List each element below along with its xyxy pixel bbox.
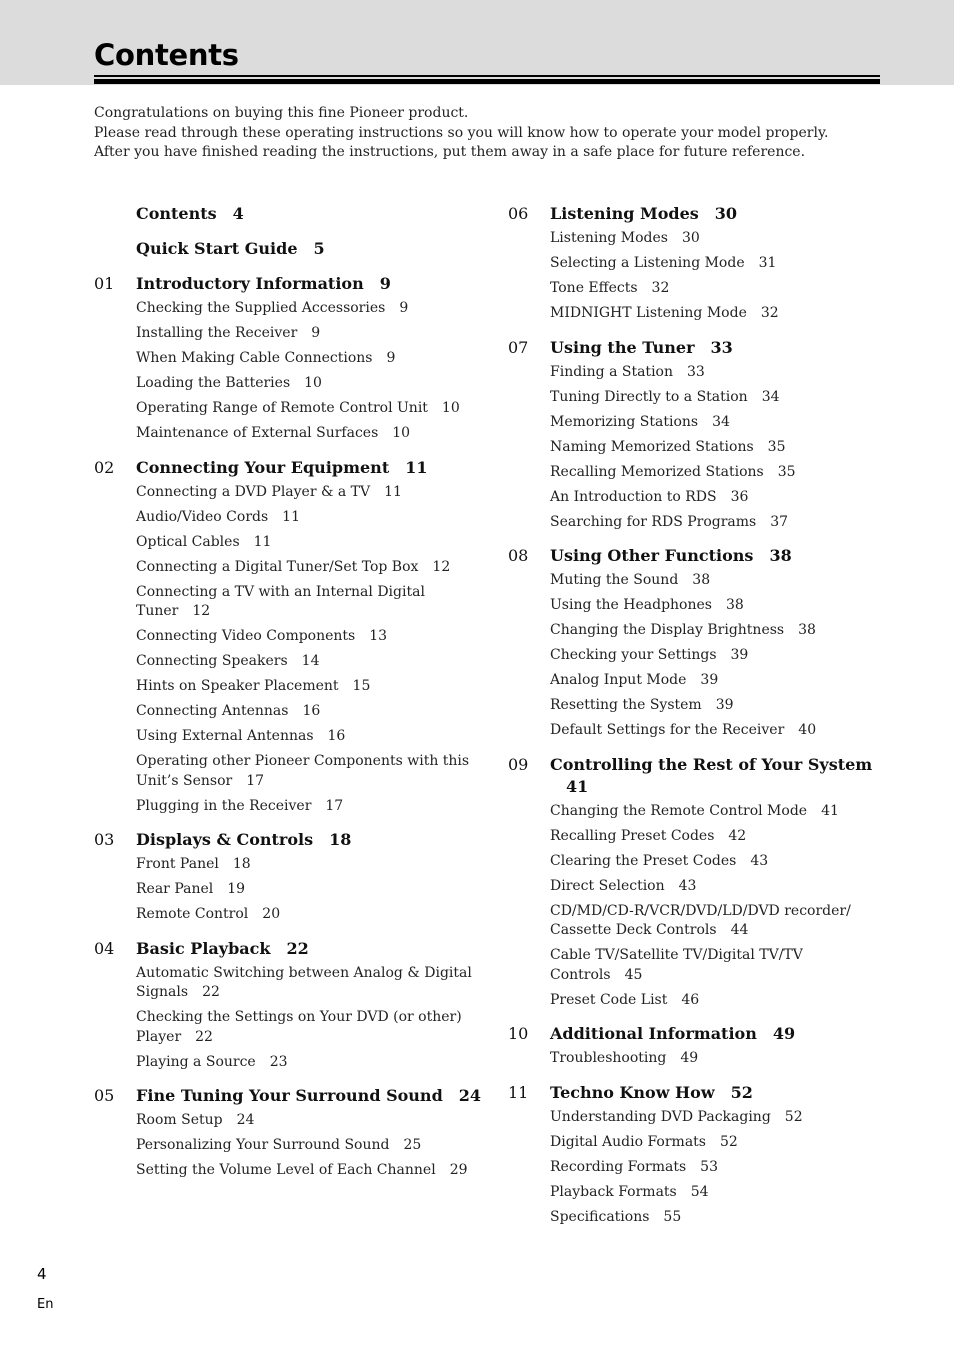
- chapter-title-line: [550, 545, 880, 567]
- toc-item[interactable]: [136, 752, 484, 791]
- toc-section: [94, 829, 484, 925]
- chapter-page-number: 41: [566, 776, 589, 796]
- toc-item-label: Default Settings for the Receiver: [550, 722, 785, 738]
- toc-section: [508, 545, 880, 741]
- toc-item[interactable]: [550, 363, 880, 383]
- toc-item-page-number: 12: [432, 558, 451, 575]
- toc-chapter-heading[interactable]: [94, 203, 484, 225]
- chapter-title-line: [136, 203, 484, 225]
- chapter-title-line: [550, 203, 880, 225]
- toc-item-label: Digital Audio Formats: [550, 1133, 706, 1150]
- toc-item-label: Resetting the System: [550, 697, 702, 713]
- chapter-title-line: [550, 337, 880, 359]
- page-title: Contents: [94, 38, 239, 72]
- toc-item[interactable]: [550, 696, 880, 716]
- toc-item-label: Connecting Speakers: [136, 653, 288, 669]
- toc-item-label: Clearing the Preset Codes: [550, 852, 737, 869]
- toc-item[interactable]: [550, 827, 880, 847]
- toc-item-page-number: 19: [227, 881, 246, 897]
- toc-item[interactable]: [136, 324, 484, 344]
- toc-item-label: Rear Panel: [136, 881, 214, 897]
- toc-item-page-number: 11: [282, 508, 300, 525]
- chapter-title: Basic Playback: [136, 938, 271, 958]
- chapter-title-line: [136, 938, 484, 960]
- chapter-title: Techno Know How: [550, 1082, 715, 1102]
- toc-item-page-number: 32: [760, 305, 779, 321]
- toc-item[interactable]: [136, 349, 484, 369]
- toc-item-page-number: 16: [302, 703, 321, 719]
- chapter-number: 11: [508, 1082, 529, 1102]
- toc-item[interactable]: [550, 1049, 880, 1069]
- toc-item-page-number: 42: [728, 827, 747, 844]
- toc-item[interactable]: [136, 533, 484, 553]
- toc-item-page-number: 29: [449, 1162, 468, 1178]
- toc-item[interactable]: [136, 483, 484, 503]
- chapter-number: 04: [94, 938, 115, 958]
- toc-item-label: Cable TV/Satellite TV/Digital TV/TV Controls: [550, 947, 803, 983]
- toc-item-list: [550, 571, 880, 741]
- toc-item-label: Room Setup: [136, 1112, 223, 1128]
- toc-item-list: [136, 1111, 484, 1181]
- toc-item[interactable]: [550, 1158, 880, 1178]
- toc-item[interactable]: [136, 558, 484, 578]
- toc-section: [508, 1082, 880, 1228]
- toc-item-label: MIDNIGHT Listening Mode: [550, 305, 747, 321]
- toc-item-page-number: 13: [369, 628, 388, 644]
- chapter-title: Using the Tuner: [550, 337, 695, 357]
- toc-item[interactable]: [136, 508, 484, 528]
- toc-item-page-number: 35: [777, 463, 796, 480]
- toc-item-page-number: 17: [246, 772, 265, 789]
- toc-item[interactable]: [136, 964, 484, 1003]
- toc-item[interactable]: [550, 388, 880, 408]
- toc-item-label: Operating other Pioneer Components with this Unit’s Sensor: [136, 753, 470, 789]
- toc-item-page-number: 35: [767, 438, 786, 455]
- toc-item-list: [136, 483, 484, 817]
- toc-chapter-heading[interactable]: [508, 754, 880, 798]
- toc-section: [508, 337, 880, 533]
- toc-item[interactable]: [550, 463, 880, 483]
- toc-chapter-heading[interactable]: [508, 203, 880, 225]
- toc-item-label: Analog Input Mode: [550, 672, 687, 688]
- toc-item[interactable]: [550, 671, 880, 691]
- toc-item[interactable]: [136, 797, 484, 817]
- toc-item-page-number: 43: [678, 877, 697, 894]
- toc-item-label: Recording Formats: [550, 1158, 687, 1175]
- chapter-page-number: 5: [313, 239, 325, 258]
- toc-item-label: Selecting a Listening Mode: [550, 255, 745, 271]
- language-code: En: [37, 1297, 54, 1312]
- page-number: 4: [37, 1265, 47, 1283]
- toc-item[interactable]: [550, 1208, 880, 1228]
- toc-item-page-number: 32: [651, 280, 670, 296]
- toc-item-page-number: 34: [712, 413, 730, 430]
- toc-right-column: [508, 203, 880, 1240]
- toc-item-label: Tone Effects: [550, 280, 638, 296]
- toc-item-page-number: 11: [384, 483, 402, 500]
- toc-item[interactable]: [136, 1136, 484, 1156]
- toc-item[interactable]: [550, 1183, 880, 1203]
- chapter-number: 06: [508, 204, 529, 223]
- toc-item-label: Plugging in the Receiver: [136, 797, 312, 814]
- toc-item-page-number: 36: [730, 488, 749, 505]
- toc-item-page-number: 43: [750, 852, 769, 869]
- toc-item-page-number: 22: [195, 1028, 213, 1045]
- toc-item[interactable]: [550, 1133, 880, 1153]
- toc-item-page-number: 17: [325, 797, 344, 814]
- chapter-title: Controlling the Rest of Your System: [550, 754, 873, 774]
- toc-item-page-number: 53: [700, 1158, 718, 1175]
- toc-chapter-heading[interactable]: [94, 238, 484, 260]
- title-rule-thick: [94, 79, 880, 84]
- chapter-number: 01: [94, 274, 115, 293]
- chapter-number: 08: [508, 546, 529, 565]
- toc-item-label: Finding a Station: [550, 363, 673, 380]
- toc-item-label: Specifications: [550, 1208, 650, 1225]
- toc-item-label: Setting the Volume Level of Each Channel: [136, 1162, 436, 1178]
- toc-item-label: An Introduction to RDS: [550, 488, 717, 505]
- chapter-title-line: [136, 273, 484, 295]
- toc-item[interactable]: [550, 488, 880, 508]
- chapter-title-line: [136, 238, 484, 260]
- toc-item-label: Searching for RDS Programs: [550, 513, 757, 530]
- toc-item[interactable]: [550, 902, 880, 941]
- toc-item-label: Muting the Sound: [550, 572, 679, 588]
- toc-item-page-number: 9: [311, 325, 321, 341]
- toc-chapter-heading[interactable]: [94, 938, 484, 960]
- toc-item-label: Checking your Settings: [550, 647, 717, 663]
- toc-item[interactable]: [136, 1161, 484, 1181]
- toc-item-label: Remote Control: [136, 906, 249, 922]
- toc-item-page-number: 11: [253, 533, 272, 550]
- chapter-title: Listening Modes: [550, 204, 699, 223]
- toc-item[interactable]: [136, 1008, 484, 1047]
- toc-item-page-number: 14: [301, 653, 320, 669]
- toc-item-label: Listening Modes: [550, 230, 668, 246]
- chapter-title-line: [136, 457, 484, 479]
- chapter-title: Contents: [136, 204, 217, 223]
- toc-item-label: Loading the Batteries: [136, 375, 291, 391]
- toc-item-label: Personalizing Your Surround Sound: [136, 1137, 390, 1153]
- toc-item-page-number: 44: [730, 922, 749, 938]
- chapter-title-line: [136, 1085, 484, 1107]
- toc-item-page-number: 25: [403, 1137, 422, 1153]
- toc-section: [508, 203, 880, 324]
- toc-item-label: Connecting Antennas: [136, 703, 289, 719]
- toc-item-label: Recalling Preset Codes: [550, 827, 715, 844]
- toc-item[interactable]: [136, 652, 484, 672]
- toc-item[interactable]: [550, 852, 880, 872]
- toc-item-list: [550, 1108, 880, 1228]
- toc-item-label: Optical Cables: [136, 533, 240, 550]
- toc-item-page-number: 55: [663, 1208, 682, 1225]
- toc-item-page-number: 24: [236, 1112, 255, 1128]
- chapter-page-number: 38: [769, 546, 792, 565]
- toc-item-list: [550, 802, 880, 1011]
- toc-item-list: [136, 964, 484, 1073]
- toc-item-page-number: 40: [798, 722, 817, 738]
- toc-section: [94, 238, 484, 260]
- toc-item-page-number: 52: [784, 1108, 803, 1125]
- chapter-number: 10: [508, 1024, 529, 1043]
- toc-item-label: Preset Code List: [550, 991, 668, 1008]
- toc-chapter-heading[interactable]: [508, 1082, 880, 1104]
- toc-section: [94, 457, 484, 817]
- chapter-page-number: 9: [379, 274, 391, 293]
- chapter-page-number: 24: [458, 1086, 482, 1105]
- toc-section: [508, 1023, 880, 1069]
- chapter-title: Additional Information: [550, 1024, 757, 1043]
- toc-item-page-number: 41: [821, 802, 839, 819]
- chapter-title: Displays & Controls: [136, 830, 314, 849]
- toc-item-label: Playback Formats: [550, 1183, 677, 1200]
- toc-item[interactable]: [550, 513, 880, 533]
- toc-item-label: Playing a Source: [136, 1053, 256, 1070]
- chapter-title: Quick Start Guide: [136, 239, 298, 258]
- toc-item[interactable]: [550, 877, 880, 897]
- toc-chapter-heading[interactable]: [508, 1023, 880, 1045]
- toc-item-label: Tuning Directly to a Station: [550, 388, 748, 405]
- toc-item-label: CD/MD/CD-R/VCR/DVD/LD/DVD recorder/ Cassette Deck Controls: [550, 902, 851, 938]
- toc-item-page-number: 38: [692, 572, 711, 588]
- toc-chapter-heading[interactable]: [508, 545, 880, 567]
- toc-item[interactable]: [550, 279, 880, 299]
- toc-item-page-number: 52: [720, 1133, 738, 1150]
- chapter-page-number: 30: [714, 204, 738, 223]
- toc-item-label: Front Panel: [136, 856, 219, 872]
- toc-chapter-heading[interactable]: [94, 1085, 484, 1107]
- chapter-number: 03: [94, 830, 115, 849]
- toc-item-label: Troubleshooting: [550, 1050, 667, 1066]
- chapter-page-number: 18: [329, 830, 352, 849]
- toc-item[interactable]: [136, 1053, 484, 1073]
- toc-item-label: Connecting a TV with an Internal Digital Tuner: [136, 583, 425, 619]
- toc-item-page-number: 10: [392, 425, 411, 441]
- toc-item-page-number: 10: [441, 400, 460, 416]
- toc-item[interactable]: [136, 627, 484, 647]
- toc-item-label: Changing the Remote Control Mode: [550, 802, 808, 819]
- chapter-page-number: 4: [232, 204, 244, 223]
- toc-item-page-number: 45: [624, 966, 643, 983]
- chapter-number: 05: [94, 1086, 115, 1105]
- toc-item-label: Using the Headphones: [550, 597, 712, 613]
- toc-item-label: Understanding DVD Packaging: [550, 1108, 771, 1125]
- toc-item-list: [550, 229, 880, 324]
- toc-item[interactable]: [136, 905, 484, 925]
- chapter-title: Introductory Information: [136, 274, 364, 293]
- toc-item-page-number: 10: [304, 375, 322, 391]
- toc-item-label: Automatic Switching between Analog & Digital Signals: [136, 964, 472, 1000]
- toc-item-page-number: 54: [690, 1183, 709, 1200]
- chapter-page-number: 52: [730, 1082, 753, 1102]
- toc-chapter-heading[interactable]: [508, 337, 880, 359]
- toc-item[interactable]: [550, 946, 880, 985]
- toc-item-list: [550, 363, 880, 533]
- title-rule-thin: [94, 75, 880, 77]
- toc-item-page-number: 15: [352, 678, 371, 694]
- toc-item-page-number: 34: [761, 388, 780, 405]
- toc-item-label: Checking the Settings on Your DVD (or other) Player: [136, 1009, 462, 1045]
- toc-item[interactable]: [550, 254, 880, 274]
- toc-item[interactable]: [550, 304, 880, 324]
- toc-item-page-number: 31: [758, 255, 777, 271]
- toc-item[interactable]: [136, 880, 484, 900]
- chapter-title-line: [550, 754, 880, 798]
- toc-item[interactable]: [550, 621, 880, 641]
- toc-item-label: Memorizing Stations: [550, 413, 699, 430]
- intro-line-1: Congratulations on buying this fine Pioneer product.: [94, 105, 469, 121]
- intro-paragraph: [94, 104, 864, 163]
- toc-item-page-number: 39: [730, 647, 749, 663]
- toc-item-label: Changing the Display Brightness: [550, 622, 785, 638]
- toc-item-label: Connecting a Digital Tuner/Set Top Box: [136, 558, 419, 575]
- toc-item-page-number: 9: [386, 350, 396, 366]
- toc-item-page-number: 37: [770, 513, 789, 530]
- chapter-number: 09: [508, 754, 529, 774]
- toc-item-page-number: 49: [680, 1050, 699, 1066]
- toc-item-page-number: 30: [682, 230, 700, 246]
- toc-item-page-number: 12: [192, 603, 211, 619]
- toc-item-page-number: 38: [798, 622, 816, 638]
- toc-item-page-number: 18: [232, 856, 251, 872]
- toc-item-label: Installing the Receiver: [136, 325, 298, 341]
- toc-item-label: Connecting a DVD Player & a TV: [136, 483, 371, 500]
- toc-item-page-number: 20: [262, 906, 281, 922]
- toc-item-label: When Making Cable Connections: [136, 350, 373, 366]
- chapter-page-number: 11: [405, 457, 428, 477]
- toc-item[interactable]: [550, 571, 880, 591]
- toc-item[interactable]: [550, 721, 880, 741]
- toc-chapter-heading[interactable]: [94, 273, 484, 295]
- toc-item[interactable]: [136, 702, 484, 722]
- chapter-title: Connecting Your Equipment: [136, 457, 390, 477]
- toc-section: [94, 203, 484, 225]
- toc-item-list: [550, 1049, 880, 1069]
- toc-item[interactable]: [136, 1111, 484, 1131]
- toc-section: [94, 1085, 484, 1181]
- toc-item-page-number: 38: [725, 597, 744, 613]
- toc-item[interactable]: [136, 399, 484, 419]
- toc-chapter-heading[interactable]: [94, 829, 484, 851]
- toc-item-label: Connecting Video Components: [136, 628, 356, 644]
- toc-item-label: Operating Range of Remote Control Unit: [136, 400, 428, 416]
- toc-item-label: Audio/Video Cords: [136, 508, 269, 525]
- toc-item-page-number: 9: [399, 300, 409, 316]
- toc-item[interactable]: [550, 596, 880, 616]
- toc-item[interactable]: [136, 677, 484, 697]
- toc-item[interactable]: [550, 229, 880, 249]
- chapter-title-line: [136, 829, 484, 851]
- chapter-title: Fine Tuning Your Surround Sound: [136, 1086, 443, 1105]
- toc-item[interactable]: [550, 991, 880, 1011]
- toc-section: [508, 754, 880, 1011]
- toc-item[interactable]: [136, 727, 484, 747]
- toc-chapter-heading[interactable]: [94, 457, 484, 479]
- toc-item-label: Recalling Memorized Stations: [550, 463, 764, 480]
- toc-item[interactable]: [136, 424, 484, 444]
- toc-item[interactable]: [136, 855, 484, 875]
- toc-item-list: [136, 299, 484, 444]
- toc-item[interactable]: [550, 438, 880, 458]
- chapter-number: 02: [94, 457, 115, 477]
- chapter-title-line: [550, 1082, 880, 1104]
- toc-item-label: Using External Antennas: [136, 728, 314, 744]
- toc-section: [94, 938, 484, 1073]
- toc-item-page-number: 39: [700, 672, 719, 688]
- toc-item-label: Direct Selection: [550, 877, 665, 894]
- toc-item-label: Hints on Speaker Placement: [136, 678, 339, 694]
- toc-item-page-number: 46: [681, 991, 700, 1008]
- toc-item-page-number: 23: [269, 1053, 288, 1070]
- toc-section: [94, 273, 484, 444]
- chapter-title: Using Other Functions: [550, 546, 754, 565]
- toc-item[interactable]: [550, 646, 880, 666]
- toc-item-label: Naming Memorized Stations: [550, 438, 754, 455]
- toc-item[interactable]: [136, 583, 484, 622]
- toc-item-page-number: 33: [687, 363, 705, 380]
- chapter-page-number: 22: [286, 938, 309, 958]
- chapter-number: 07: [508, 337, 529, 357]
- toc-item-label: Checking the Supplied Accessories: [136, 300, 386, 316]
- toc-item-page-number: 39: [715, 697, 734, 713]
- toc-item-page-number: 22: [202, 984, 220, 1000]
- toc-item-list: [136, 855, 484, 925]
- toc-item[interactable]: [136, 374, 484, 394]
- chapter-page-number: 33: [710, 337, 733, 357]
- chapter-title-line: [550, 1023, 880, 1045]
- toc-item-label: Maintenance of External Surfaces: [136, 425, 379, 441]
- toc-item[interactable]: [550, 802, 880, 822]
- toc-item[interactable]: [550, 1108, 880, 1128]
- toc-item-page-number: 16: [327, 728, 346, 744]
- toc-item[interactable]: [136, 299, 484, 319]
- intro-line-2: Please read through these operating instructions so you will know how to operate your model properly. After you have finished reading the instructions, put them away in a safe place for future reference.: [94, 124, 829, 160]
- chapter-page-number: 49: [772, 1024, 796, 1043]
- toc-item[interactable]: [550, 413, 880, 433]
- toc-left-column: [94, 203, 484, 1194]
